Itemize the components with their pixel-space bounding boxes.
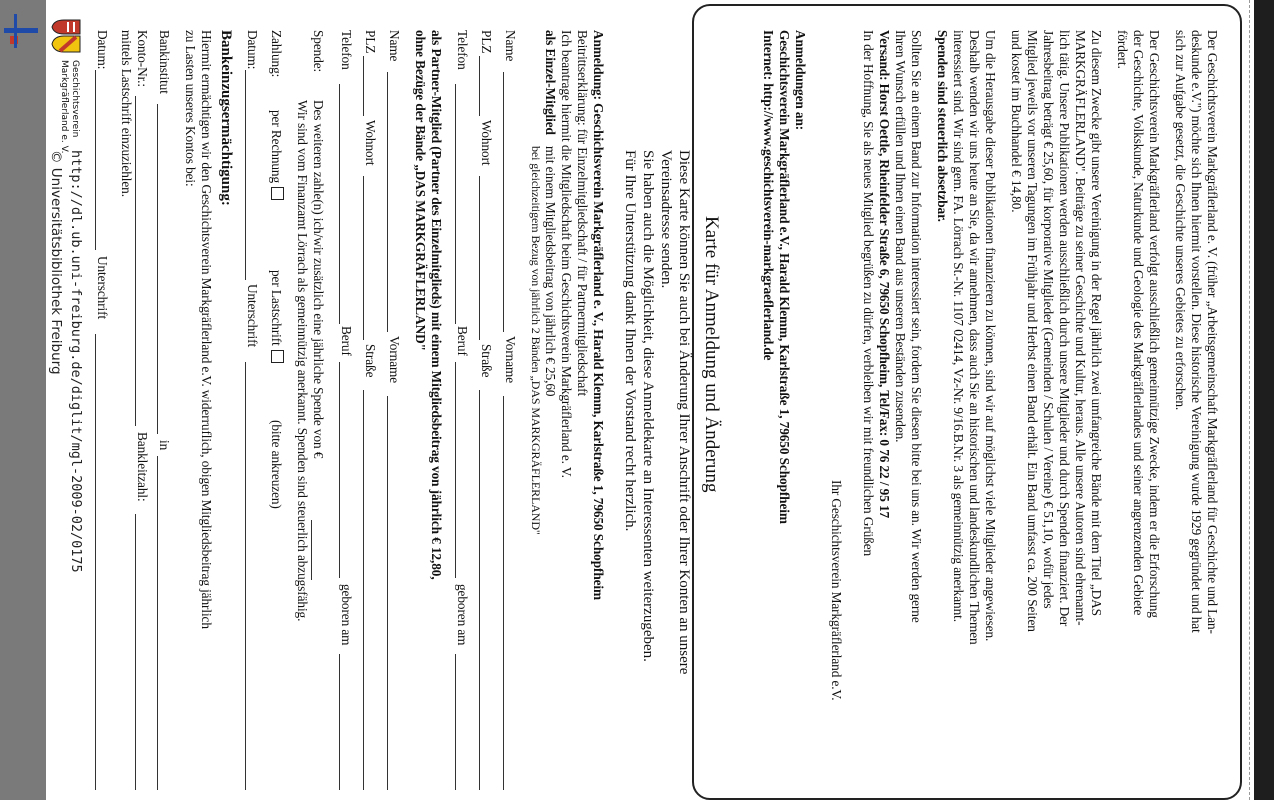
partner-field-label-strasse: Straße xyxy=(363,344,378,378)
card-intro-line-4: Für Ihre Unterstützung dankt Ihnen der Vorstand recht herzlich. xyxy=(622,150,638,532)
field-geboren[interactable] xyxy=(455,654,456,790)
info-signature: Ihr Geschichtsverein Markgräflerland e.V. xyxy=(829,480,844,701)
partner-field-strasse[interactable] xyxy=(363,390,364,790)
per-rechnung-checkbox[interactable] xyxy=(271,187,284,200)
viewer-marker-vertical xyxy=(14,14,17,48)
viewer-right-edge xyxy=(1254,0,1274,800)
field-label-beruf: Beruf xyxy=(455,326,470,356)
field-label-vorname: Vorname xyxy=(503,336,518,384)
field-vorname[interactable] xyxy=(503,396,504,790)
card-beantrage: Ich beantrage hiermit die Mitgliedschaft beim Geschichtsverein Markgräflerland e. V. xyxy=(559,30,574,478)
field-strasse[interactable] xyxy=(479,390,480,790)
info-closing: In der Hoffnung, Sie als neues Mitglied begrüßen zu dürfen, verbleiben wir mit freundlichen Grüßen xyxy=(861,30,876,557)
info-internet-link[interactable]: Internet: http://www.geschichtsverein-markgraeflerland.de xyxy=(761,30,776,361)
spende-line-2: Wir sind vom Finanzamt Lörrach als gemeinnützig anerkannt. Spenden sind steuerlich abzugsfähig. xyxy=(295,100,310,622)
info-paragraph-3-line-4: Jahresbeitrag beträgt € 25,60, für korporative Mitglieder (Gemeinden / Schulen / Vereine) € 51,10, wofür jedes xyxy=(1041,30,1056,609)
viewer-marker-blue xyxy=(4,28,38,33)
info-anmeldungen-heading: Anmeldungen an: xyxy=(793,30,808,131)
per-lastschrift-label: per Lastschrift xyxy=(269,270,284,346)
bank-unterschrift-label: Unterschrift xyxy=(95,256,110,320)
partner-field-wohnort[interactable] xyxy=(363,176,364,340)
konto-field[interactable] xyxy=(135,96,136,426)
konto-label: Konto-Nr.: xyxy=(135,30,150,87)
blz-label: Bankleitzahl: xyxy=(135,432,150,502)
bank-in-label: in xyxy=(157,440,172,451)
ankreuzen-hint: (bitte ankreuzen) xyxy=(269,420,284,509)
spende-label: Spende: xyxy=(311,30,326,73)
card-beitritt: Beitrittserklärung: für Einzelmitgliedschaft / für Partnermitgliedschaft xyxy=(575,30,590,397)
scanned-page xyxy=(46,0,1254,800)
digitization-url[interactable]: http://dl.ub.uni-freiburg.de/diglit/mgl-2009-02/0175 xyxy=(68,150,84,573)
partner-field-telefon[interactable] xyxy=(339,84,340,324)
partner-field-label-geboren: geboren am xyxy=(339,584,354,646)
info-paragraph-1-line-2: deskunde e.V.") möchte sich Ihnen hiermit vorstellen. Diese historische Vereinigung wurde 1929 gegründet und hat xyxy=(1189,30,1204,633)
field-plz[interactable] xyxy=(479,56,480,116)
bankinstitut-field[interactable] xyxy=(157,104,158,434)
card-partner-line-2: ohne Bezüge der Bände „DAS MARKGRÄFLERLAND" xyxy=(413,30,428,351)
unterschrift-label: Unterschrift xyxy=(245,284,260,348)
partner-field-vorname[interactable] xyxy=(387,396,388,790)
info-versand: Versand: Horst Oettle, Rheinfelder Straße 6, 79650 Schopfheim, Tel/Fax: 0 76 22 / 95 17 xyxy=(877,30,892,519)
info-paragraph-5-line-1: Sollten Sie an einem Band zur Information interessiert sein, fordern Sie diesen bitte bei uns an. Wir werden gerne xyxy=(909,30,924,623)
card-einzel-text: mit einem Mitgliedsbeitrag von jährlich € 25,60 xyxy=(543,146,558,397)
card-partner-line-1: als Partner-Mitglied (Partner des Einzelmitglieds) mit einem Mitgliedsbeitrag von jährlich € 12,80, xyxy=(429,30,444,580)
lastschrift-text: mittels Lastschrift einzuziehlen. xyxy=(119,30,134,197)
spende-line-1: Des weiteren zahle(n) ich/wir zusätzlich eine jährliche Spende von € xyxy=(311,100,326,459)
partner-field-geboren[interactable] xyxy=(339,654,340,790)
blz-field[interactable] xyxy=(135,514,136,790)
fold-line-top xyxy=(1249,0,1250,800)
rotated-page-content xyxy=(46,0,1254,800)
partner-field-label-telefon: Telefon xyxy=(339,30,354,70)
field-name[interactable] xyxy=(503,72,504,332)
partner-field-name[interactable] xyxy=(387,72,388,332)
bank-heading: Bankeinzugsermächtigung: xyxy=(218,30,234,206)
info-paragraph-2-line-2: der Geschichte, Volkskunde, Naturkunde und Geologie des Markgräflerlandes und seiner angrenzenden Gebiete xyxy=(1131,30,1146,616)
info-paragraph-3-line-3: lich tätig. Unsere Publikationen werden ausschließlich durch unsere Mitglieder und durch Spenden finanziert. Der xyxy=(1057,30,1072,627)
field-label-telefon: Telefon xyxy=(455,30,470,70)
partner-field-label-wohnort: Wohnort xyxy=(363,120,378,166)
partner-field-label-plz: PLZ xyxy=(363,30,378,54)
info-paragraph-5-line-2: Ihren Wunsch erfüllen und Ihnen einen Band aus unseren Beständen zusenden. xyxy=(893,30,908,443)
info-paragraph-2-line-3: fördert. xyxy=(1115,30,1130,69)
bank-text-1: Hiermit ermächtigen wir den Geschichtsverein Markgräflerland e.V. widerruflich, obigen Mitgliedsbeitrag jährlich xyxy=(199,30,214,629)
per-rechnung-label: per Rechnung xyxy=(269,110,284,184)
card-einzel-text-2: bei gleichzeitigem Bezug von jährlich 2 Bänden „DAS MARKGRÄFLERLAND" xyxy=(529,146,543,535)
partner-field-beruf[interactable] xyxy=(339,362,340,578)
field-label-wohnort: Wohnort xyxy=(479,120,494,166)
info-paragraph-1-line-1: Der Geschichtsverein Markgräflerland e. V. (früher „Arbeitsgemeinschaft Markgräflerland für Geschichte und Lan- xyxy=(1205,30,1220,634)
field-telefon[interactable] xyxy=(455,84,456,324)
info-paragraph-3-line-5: Mitglied jeweils vor unseren Tagungen im Frühjahr und Herbst einen Band erhält. Ein Band umfasst ca. 200 Seiten xyxy=(1025,30,1040,632)
card-intro-line-3: Sie haben auch die Möglichkeit, diese Anmeldekarte an Interessenten weiterzugeben. xyxy=(640,150,656,662)
info-paragraph-3-line-2: MARKGRÄFLERLAND". Beiträge zu seiner Geschichte und Kultur, heraus. Alle unsere Autoren sind ehrenamt- xyxy=(1073,30,1088,626)
zahlung-label: Zahlung: xyxy=(269,30,284,78)
info-paragraph-3-line-1: Zu diesem Zwecke gibt unsere Vereinigung in der Regel jährlich zwei umfangreiche Bände mit dem Titel „DAS xyxy=(1089,30,1104,616)
info-paragraph-4-line-3: interessiert sind. Wir sind gem. FA. Lörrach St.-Nr. 1107 02414, Vz-Nr. 9/16.B.Nr. 3 als gemeinnützig anerkannt. xyxy=(951,30,966,622)
field-label-name: Name xyxy=(503,30,518,62)
datum-field[interactable] xyxy=(245,70,246,280)
unterschrift-field[interactable] xyxy=(245,362,246,790)
info-paragraph-3-line-6: und kostet im Buchhandel € 14,80. xyxy=(1009,30,1024,213)
zahlung-option-rechnung[interactable] xyxy=(268,110,284,204)
bank-datum-field[interactable] xyxy=(95,70,96,250)
coat-of-arms-icon xyxy=(50,18,82,54)
info-paragraph-1-line-3: sich zur Aufgabe gesetzt, die Geschichte unseres Gebietes zu erforschen. xyxy=(1173,30,1188,411)
bank-text-2: zu Lasten unseres Kontos bei: xyxy=(183,30,198,187)
card-anmeldung-address: Anmeldung: Geschichtsverein Markgräflerland e. V., Harald Klemm, Karlstraße 1, 79650 Schopfheim xyxy=(591,30,606,600)
logo-text-line-1: Geschichtsverein xyxy=(70,60,80,138)
per-lastschrift-checkbox[interactable] xyxy=(271,350,284,363)
field-label-geboren: geboren am xyxy=(455,584,470,646)
viewer-left-margin xyxy=(0,0,46,800)
spende-amount-field[interactable] xyxy=(311,520,312,580)
field-label-plz: PLZ xyxy=(479,30,494,54)
card-title: Karte für Anmeldung und Änderung xyxy=(701,216,722,493)
info-paragraph-4-line-2: Deshalb wenden wir uns heute an Sie, da wir annehmen, dass auch Sie an historischen und landeskundlichen Themen xyxy=(967,30,982,645)
copyright-notice: © Universitätsbibliothek Freiburg xyxy=(48,150,64,375)
card-einzel-label: als Einzel-Mitglied xyxy=(543,30,558,135)
info-paragraph-4-line-1: Um die Herausgabe dieser Publikationen finanzieren zu können, sind wir auf möglichst viele Mitglieder angewiesen. xyxy=(983,30,998,642)
society-logo xyxy=(48,18,82,154)
field-label-strasse: Straße xyxy=(479,344,494,378)
partner-field-label-vorname: Vorname xyxy=(387,336,402,384)
partner-field-label-beruf: Beruf xyxy=(339,326,354,356)
card-intro-line-2: Vereinsadresse senden. xyxy=(658,150,674,289)
field-beruf[interactable] xyxy=(455,362,456,578)
bank-ort-field[interactable] xyxy=(157,456,158,790)
zahlung-option-lastschrift[interactable] xyxy=(268,270,284,367)
bank-unterschrift-field[interactable] xyxy=(95,334,96,790)
datum-label: Datum: xyxy=(245,30,260,70)
info-anmeldungen-address: Geschichtsverein Markgräflerland e.V., Harald Klemm, Karlstraße 1, 79650 Schopfheim xyxy=(777,30,792,524)
bankinstitut-label: Bankinstitut xyxy=(157,30,172,94)
bank-datum-label: Datum: xyxy=(95,30,110,70)
partner-field-label-name: Name xyxy=(387,30,402,62)
field-wohnort[interactable] xyxy=(479,176,480,340)
info-paragraph-4-line-4: Spenden sind steuerlich absetzbar. xyxy=(935,30,950,222)
info-paragraph-2-line-1: Der Geschichtsverein Markgräflerland verfolgt ausschließlich gemeinnützige Zwecke, indem er die Erforschung xyxy=(1147,30,1162,618)
logo-text-line-2: Markgräflerland e. V. xyxy=(59,60,69,154)
partner-field-plz[interactable] xyxy=(363,56,364,116)
card-intro-line-1: Diese Karte können Sie auch bei Änderung Ihrer Anschrift oder Ihrer Konten an unsere xyxy=(676,150,692,675)
